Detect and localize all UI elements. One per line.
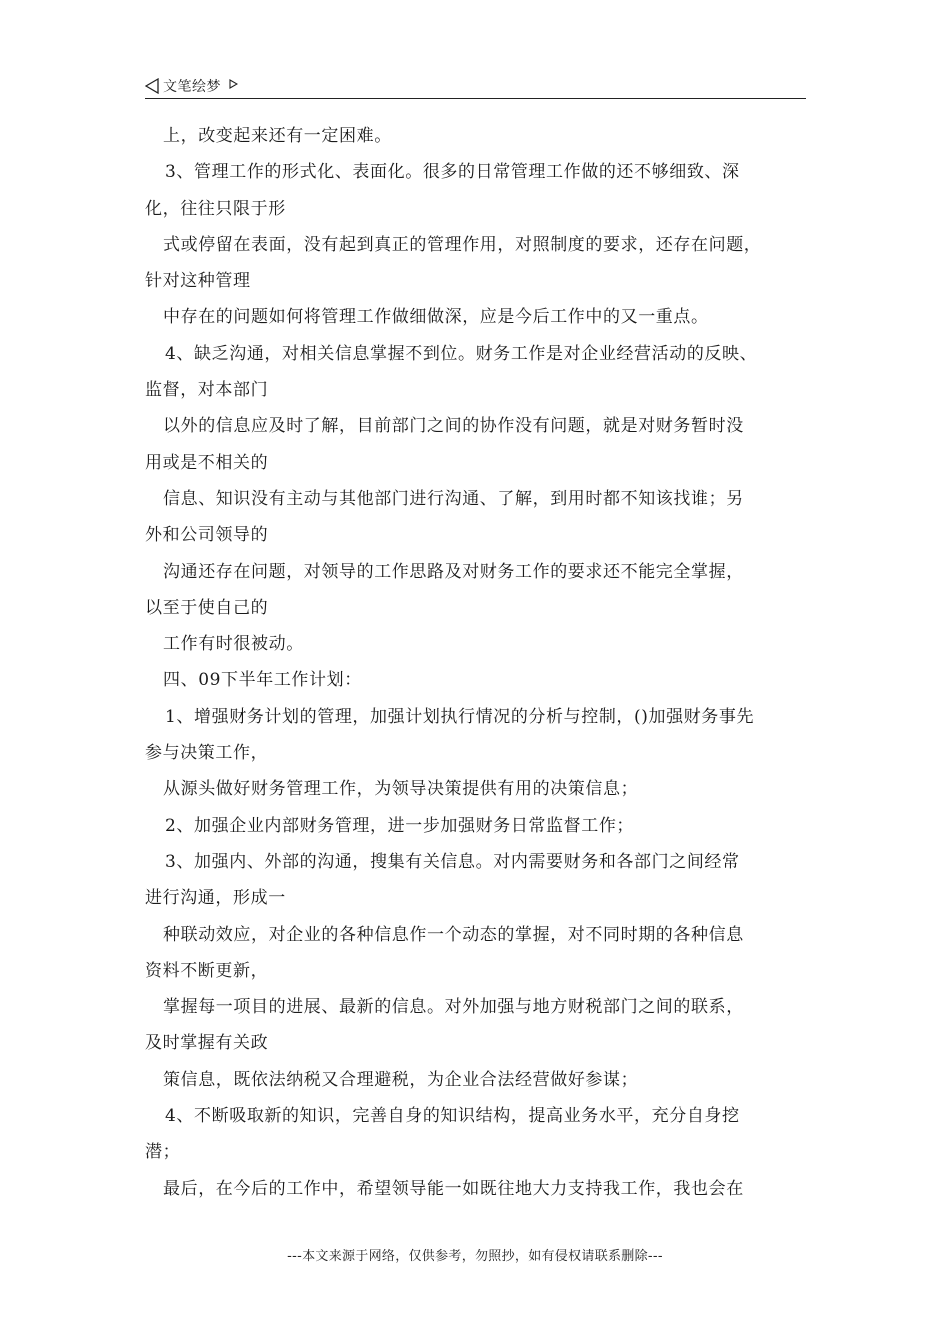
body-line: 进行沟通，形成一: [145, 888, 286, 909]
header-brand: [145, 76, 238, 96]
body-line: 针对这种管理: [145, 271, 251, 292]
body-line: 3、加强内、外部的沟通，搜集有关信息。对内需要财务和各部门之间经常: [165, 851, 740, 872]
body-line: 2、加强企业内部财务管理，进一步加强财务日常监督工作；: [165, 815, 635, 836]
body-line: 中存在的问题如何将管理工作做细做深，应是今后工作中的又一重点。: [163, 307, 709, 328]
body-line: 潜；: [145, 1142, 181, 1163]
body-line: 参与决策工作，: [145, 743, 269, 764]
triangle-left-icon: [145, 78, 159, 94]
document-body: [145, 118, 810, 1207]
section-heading: 四、09下半年工作计划：: [163, 670, 362, 691]
body-line: 3、管理工作的形式化、表面化。很多的日常管理工作做的还不够细致、深: [165, 162, 740, 183]
header-brand-text: 文笔绘梦: [163, 79, 221, 95]
body-line: 4、不断吸取新的知识，完善自身的知识结构，提高业务水平，充分自身挖: [165, 1106, 740, 1127]
body-line: 1、增强财务计划的管理，加强计划执行情况的分析与控制，()加强财务事先: [165, 706, 755, 727]
body-line: 资料不断更新，: [145, 960, 269, 981]
body-line: 从源头做好财务管理工作，为领导决策提供有用的决策信息；: [163, 779, 639, 800]
body-line: 种联动效应，对企业的各种信息作一个动态的掌握，对不同时期的各种信息: [163, 924, 744, 945]
body-line: 式或停留在表面，没有起到真正的管理作用，对照制度的要求，还存在问题，: [163, 234, 762, 255]
body-line: 及时掌握有关政: [145, 1033, 269, 1054]
body-line: 4、缺乏沟通，对相关信息掌握不到位。财务工作是对企业经营活动的反映、: [165, 343, 758, 364]
page-header: [145, 72, 806, 99]
body-line: 用或是不相关的: [145, 452, 269, 473]
body-line: 沟通还存在问题，对领导的工作思路及对财务工作的要求还不能完全掌握，: [163, 561, 744, 582]
triangle-right-icon: [229, 79, 238, 89]
body-line: 以至于使自己的: [145, 597, 269, 618]
body-line: 最后，在今后的工作中，希望领导能一如既往地大力支持我工作，我也会在: [163, 1178, 744, 1199]
body-line: 工作有时很被动。: [163, 634, 304, 655]
body-line: 策信息，既依法纳税又合理避税，为企业合法经营做好参谋；: [163, 1069, 639, 1090]
body-line: 以外的信息应及时了解，目前部门之间的协作没有问题，就是对财务暂时没: [163, 416, 744, 437]
body-line: 化，往往只限于形: [145, 198, 286, 219]
body-line: 外和公司领导的: [145, 525, 269, 546]
footer-notice: ---本文来源于网络，仅供参考，勿照抄，如有侵权请联系删除---: [287, 1249, 663, 1264]
body-line: 监督，对本部门: [145, 380, 269, 401]
body-line: 掌握每一项目的进展、最新的信息。对外加强与地方财税部门之间的联系，: [163, 997, 744, 1018]
body-line: 上，改变起来还有一定困难。: [163, 126, 392, 146]
body-line: 信息、知识没有主动与其他部门进行沟通、了解，到用时都不知该找谁；另: [163, 488, 744, 509]
